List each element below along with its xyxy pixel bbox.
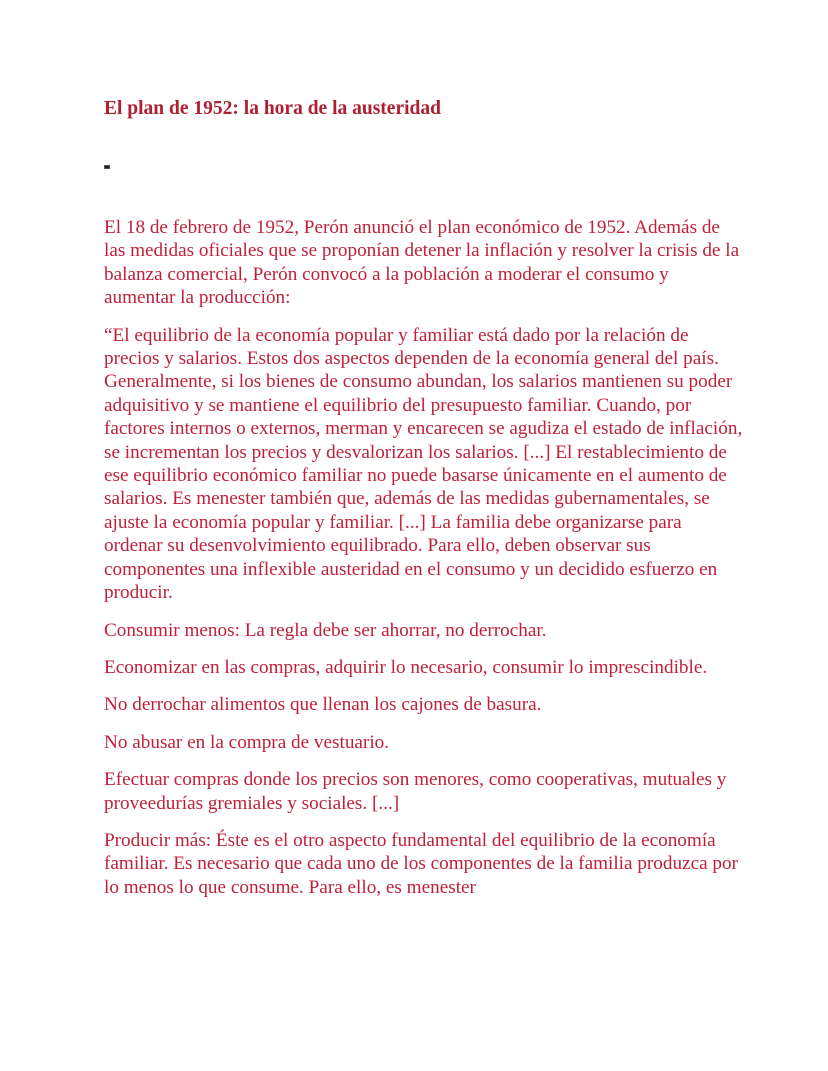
paragraph-producir-mas: Producir más: Éste es el otro aspecto fundamental del equilibrio de la economía familiar. Es necesario que cada uno de los componentes de la familia produzca por lo menos lo que consume. Para ello, es menester — [104, 829, 739, 898]
paragraph-no-derrochar: No derrochar alimentos que llenan los cajones de basura. — [104, 694, 542, 716]
paragraph-intro: El 18 de febrero de 1952, Perón anunció el plan económico de 1952. Además de las medidas oficiales que se proponían detener la inflación y resolver la crisis de la balanza comercial, Perón convocó a la población a moderar el consumo y aumentar la producción: — [104, 217, 740, 309]
paragraph-economizar: Economizar en las compras, adquirir lo necesario, consumir lo imprescindible. — [104, 656, 708, 678]
paragraph-efectuar-compras: Efectuar compras donde los precios son menores, como cooperativas, mutuales y proveedurías gremiales y sociales. [...] — [104, 769, 727, 814]
paragraph-consumir-menos: Consumir menos: La regla debe ser ahorrar, no derrochar. — [104, 619, 547, 641]
document-title: El plan de 1952: la hora de la austeridad — [104, 98, 441, 119]
paragraph-quote: “El equilibrio de la economía popular y familiar está dado por la relación de precios y salarios. Estos dos aspectos dependen de la economía general del país. Generalmente, si los bienes de consumo abundan, los salarios mantienen su poder adquisitivo y se mantiene el equilibrio del presupuesto familiar. Cuando, por factores internos o externos, merman y encarecen se agudiza el estado de inflación, se incrementan los precios y desvalorizan los salarios. [...] El restablecimiento de ese equilibrio económico familiar no puede basarse únicamente en el aumento de salarios. Es menester también que, además de las medidas gubernamentales, se ajuste la economía popular y familiar. [...] La familia debe organizarse para ordenar su desenvolvimiento equilibrado. Para ello, deben observar sus componentes una inflexible austeridad en el consumo y un decidido esfuerzo en producir. — [104, 324, 743, 604]
document-body — [104, 216, 744, 913]
broken-image-icon — [104, 165, 110, 169]
paragraph-no-abusar: No abusar en la compra de vestuario. — [104, 731, 390, 753]
